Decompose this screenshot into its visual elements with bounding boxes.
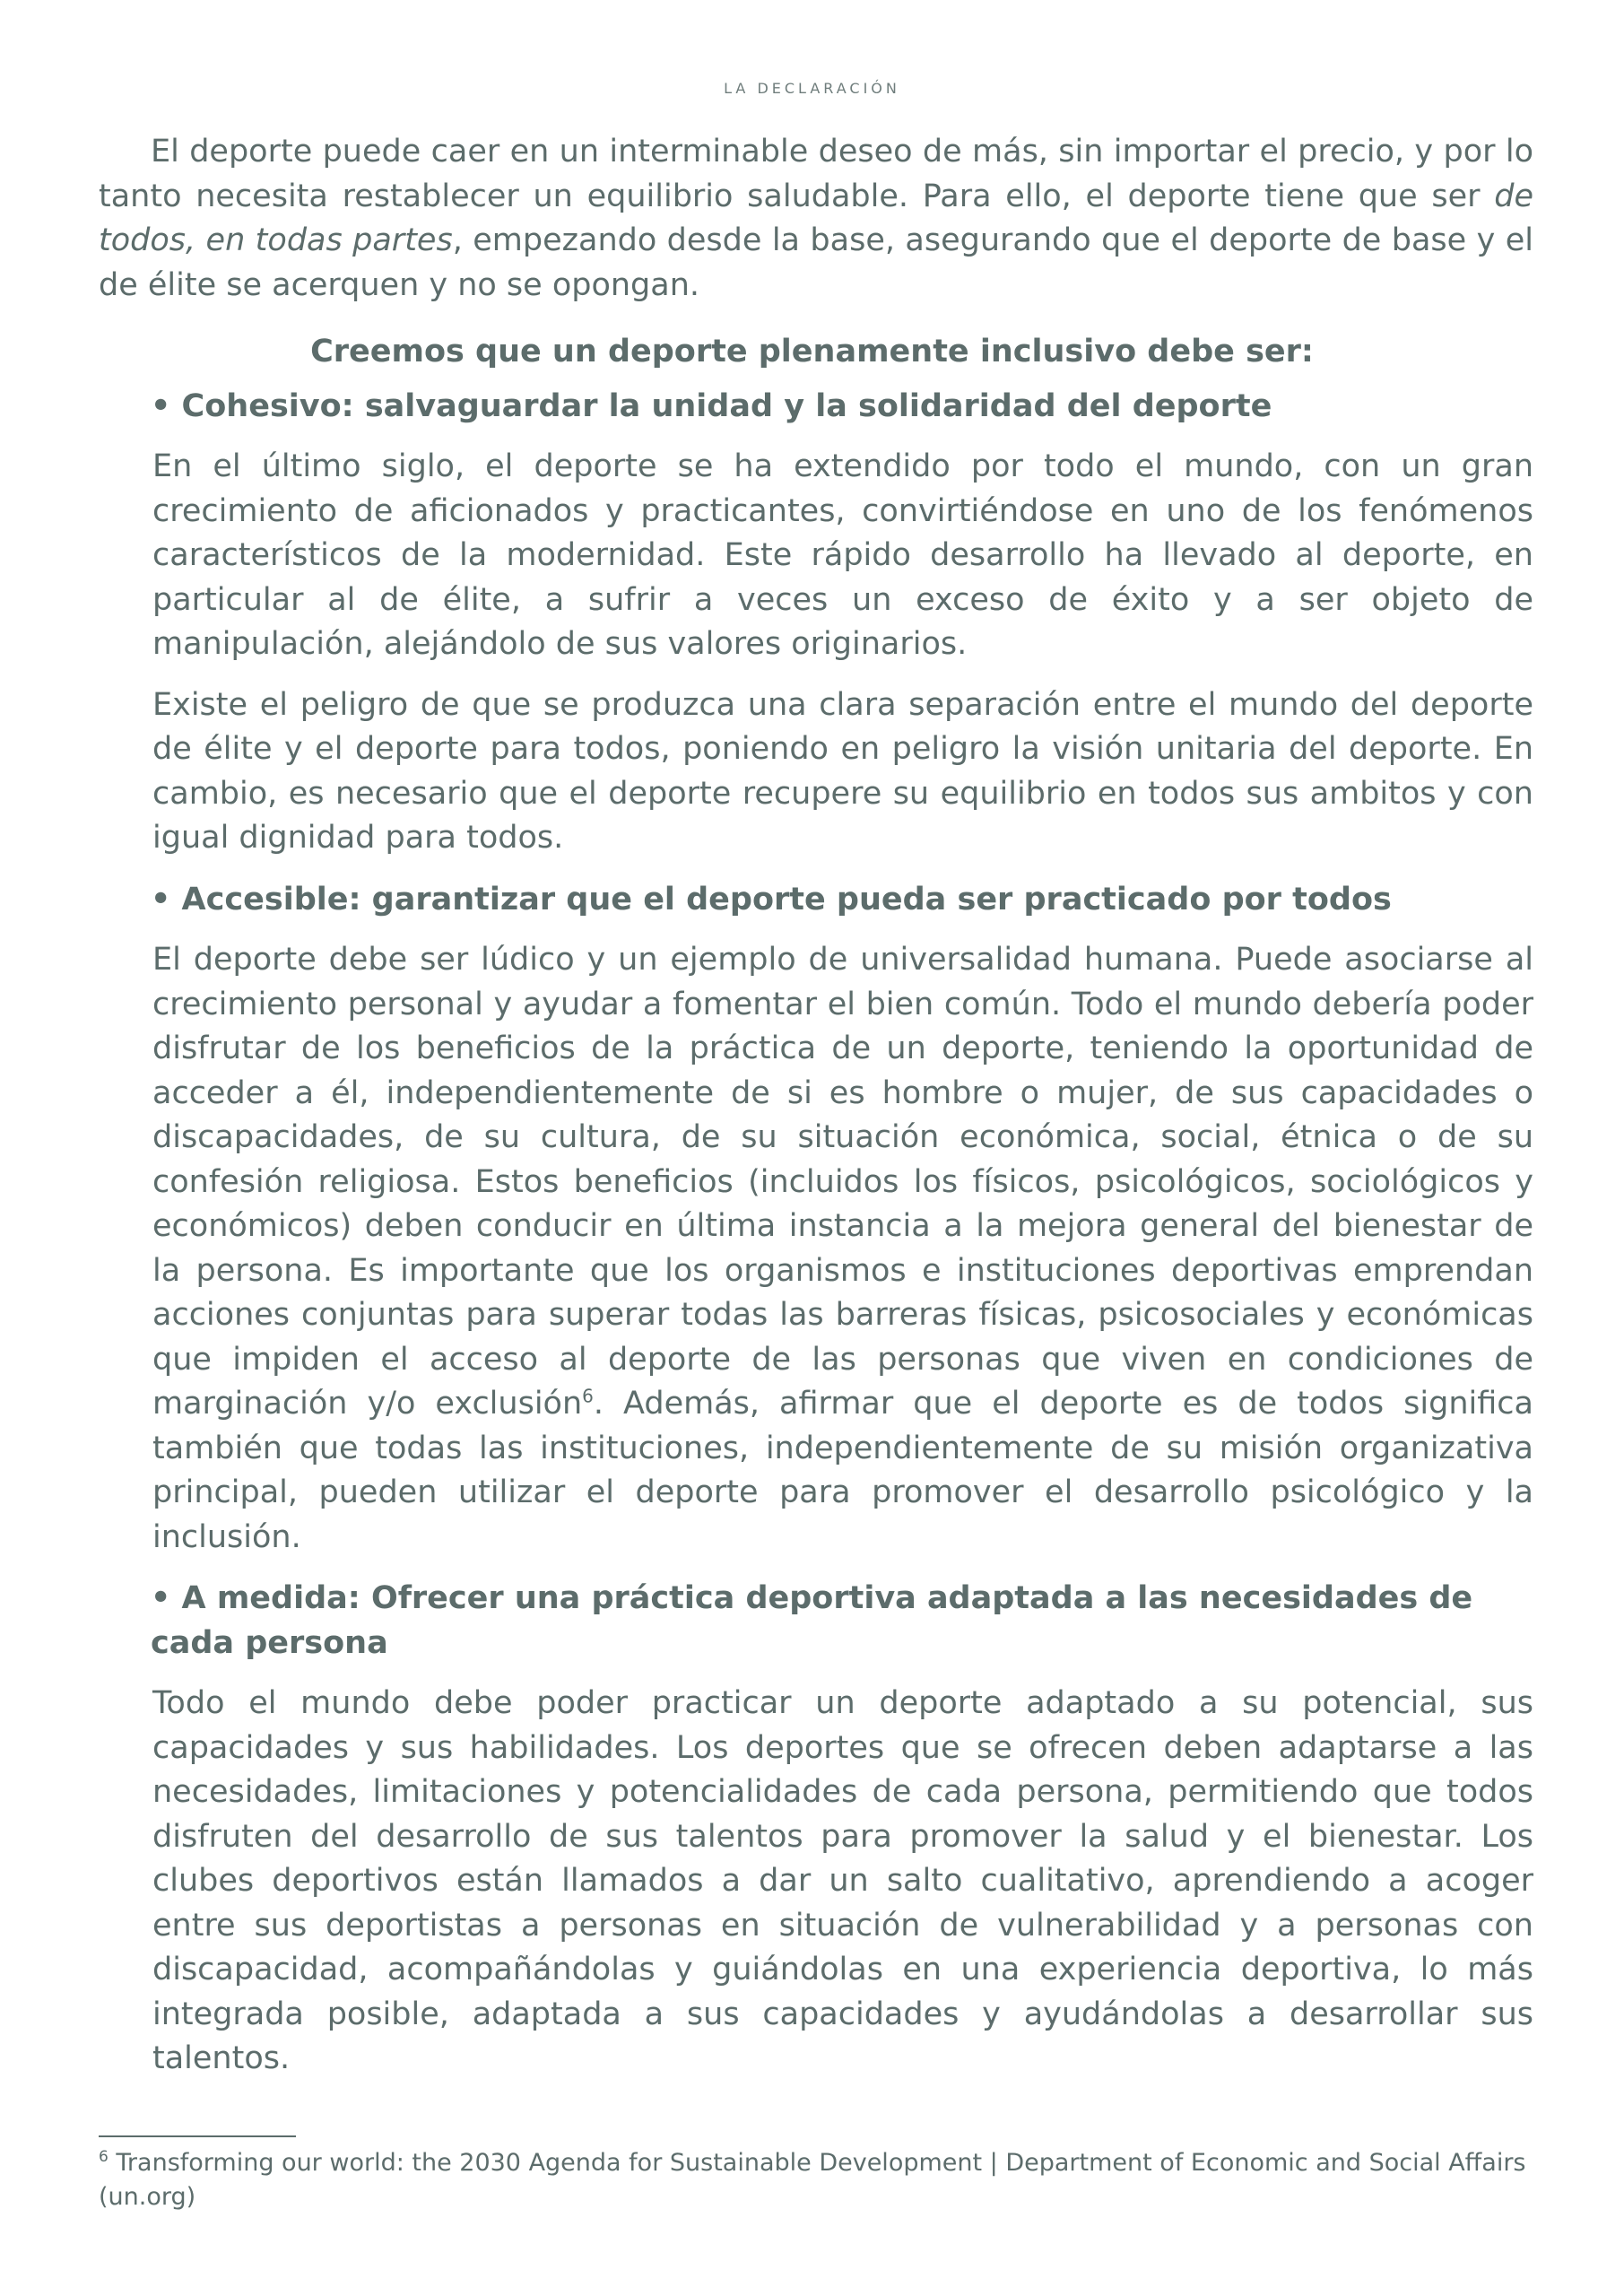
section-cohesivo	[152, 384, 1533, 877]
section-paragraph: En el último siglo, el deporte se ha extendido por todo el mundo, con un gran crecimiento de aficionados y practicantes, convirtiéndose en uno de los fenómenos característicos de la modernidad. Este rápido desarrollo ha llevado al deporte, en particular al de élite, a sufrir a veces un exceso de éxito y a ser objeto de manipulación, alejándolo de sus valores originarios.	[152, 448, 1533, 662]
intro-text-start: El deporte puede caer en un interminable deseo de más, sin importar el precio, y por lo tanto necesita restablecer un equilibrio saludable. Para ello, el deporte tiene que ser	[99, 134, 1533, 214]
paragraph-text-end: . Además, afirmar que el deporte es de todos significa también que todas las instituciones, independientemente de su misión organizativa principal, pueden utilizar el deporte para promover el desarrollo psicológico y la inclusión.	[152, 1386, 1533, 1555]
section-paragraph	[152, 938, 1533, 1560]
section-heading: • Accesible: garantizar que el deporte pueda ser practicado por todos	[151, 882, 1392, 918]
footnote-text[interactable]: Transforming our world: the 2030 Agenda for Sustainable Development | Department of Economic and Social Affairs (un.org)	[99, 2149, 1526, 2211]
intro-paragraph	[99, 130, 1533, 308]
section-heading: • Cohesivo: salvaguardar la unidad y la solidaridad del deporte	[151, 388, 1272, 424]
belief-heading: Creemos que un deporte plenamente inclusivo debe ser:	[310, 334, 1314, 370]
section-heading: • A medida: Ofrecer una práctica deportiva adaptada a las necesidades de cada persona	[151, 1580, 1473, 1661]
footnote-divider	[99, 2135, 296, 2137]
footnote-mark: 6	[99, 2148, 109, 2166]
running-header: LA DECLARACIÓN	[724, 80, 900, 97]
section-paragraph: Todo el mundo debe poder practicar un deporte adaptado a su potencial, sus capacidades y sus habilidades. Los deportes que se ofrecen deben adaptarse a las necesidades, limitaciones y potencialidades de cada persona, permitiendo que todos disfruten del desarrollo de sus talentos para promover la salud y el bienestar. Los clubes deportivos están llamados a dar un salto cualitativo, aprendiendo a acoger entre sus deportistas a personas en situación de vulnerabilidad y a personas con discapacidad, acompañándolas y guiándolas en una experiencia deportiva, lo más integrada posible, adaptada a sus capacidades y ayudándolas a desarrollar sus talentos.	[152, 1685, 1533, 2076]
paragraph-text-start: El deporte debe ser lúdico y un ejemplo de universalidad humana. Puede asociarse al crecimiento personal y ayudar a fomentar el bien común. Todo el mundo debería poder disfrutar de los beneficios de la práctica de un deporte, teniendo la oportunidad de acceder a él, independientemente de si es hombre o mujer, de sus capacidades o discapacidades, de su cultura, de su situación económica, social, étnica o de su confesión religiosa. Estos beneficios (incluidos los físicos, psicológicos, sociológicos y económicos) deben conducir en última instancia a la mejora general del bienestar de la persona. Es importante que los organismos e instituciones deportivas emprendan acciones conjuntas para superar todas las barreras físicas, psicosociales y económicas que impiden el acceso al deporte de las personas que viven en condiciones de marginación y/o exclusión	[152, 942, 1533, 1422]
footnote	[99, 2146, 1533, 2214]
section-paragraph: Existe el peligro de que se produzca una clara separación entre el mundo del deporte de élite y el deporte para todos, poniendo en peligro la visión unitaria del deporte. En cambio, es necesario que el deporte recupere su equilibrio en todos sus ambitos y con igual dignidad para todos.	[152, 686, 1533, 856]
section-a-medida	[152, 1576, 1533, 2098]
footnote-reference[interactable]: 6	[582, 1385, 594, 1407]
intro-emphasis: de todos, en todas partes	[99, 178, 1533, 258]
intro-text-end: , empezando desde la base, asegurando que el deporte de base y el de élite se acerquen y no se opongan.	[99, 222, 1533, 303]
section-accesible	[152, 877, 1533, 1576]
